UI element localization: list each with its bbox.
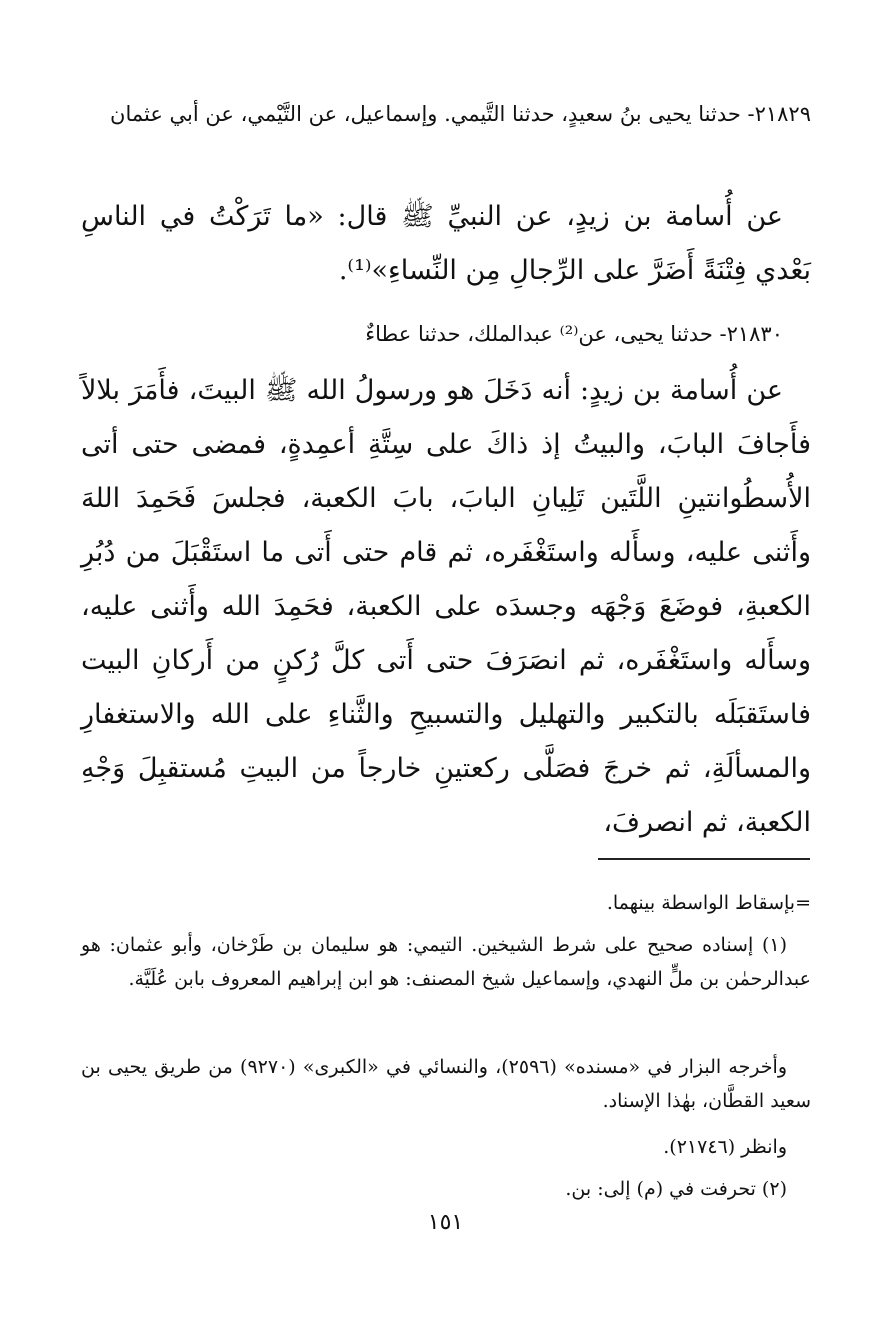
hadith-21830-matn: عن أُسامة بن زيدٍ: أنه دَخَلَ هو ورسولُ الله ﷺ البيتَ، فأَمَرَ بلالاً فأَجافَ البابَ، والبيتُ إذ ذاكَ على سِتَّةِ أعمِدةٍ، فمضى حتى أتى الأُسطُوانتينِ اللَّتَين تَلِيانِ البابَ، بابَ الكعبة، فجلسَ فَحَمِدَ اللهَ وأَثنى عليه، وسأَله واستَغْفَره، ثم قام حتى أَتى ما استَقْبَلَ من دُبُرِ الكعبةِ، فوضَعَ وَجْهَه وجسدَه على الكعبة، فحَمِدَ الله وأَثنى عليه، وسأَله واستَغْفَره، ثم انصَرَفَ حتى أَتى كلَّ رُكنٍ من أَركانِ البيت فاستَقبَلَه بالتكبير والتهليل والتسبيحِ والثَّناءِ على الله والاستغفارِ والمسألَةِ، ثم خرجَ فصَلَّى ركعتينِ خارجاً من البيتِ مُستقبِلَ وَجْهِ الكعبة، ثم انصرفَ، bbox=[81, 375, 811, 838]
page-number: ١٥١ bbox=[427, 1210, 464, 1235]
footnote-1-takhrij: وأخرجه البزار في «مسنده» (٢٥٩٦)، والنسائي في «الكبرى» (٩٢٧٠) من طريق يحيى بن سعيد القطَّان، بهٰذا الإسناد. bbox=[81, 1056, 811, 1112]
hadith-21829-matn: عن أُسامة بن زيدٍ، عن النبيِّ ﷺ قال: «ما تَرَكْتُ في الناسِ بَعْدي فِتْنَةً أَضَرَّ على الرِّجالِ مِن النِّساءِ»⁽¹⁾. bbox=[81, 201, 811, 286]
footnote-continuation: =بإسقاط الواسطة بينهما. bbox=[606, 892, 811, 914]
footnote-2: (٢) تحرفت في (م) إلى: بن. bbox=[565, 1178, 787, 1200]
hadith-21830-isnad: ٢١٨٣٠- حدثنا يحيى، عن⁽²⁾ عبدالملك، حدثنا عطاءٌ bbox=[365, 322, 783, 346]
footnote-separator bbox=[598, 858, 810, 860]
footnote-1: (١) إسناده صحيح على شرط الشيخين. التيمي: هو سليمان بن طَرْخان، وأبو عثمان: هو عبدالرحمٰن بن ملٍّ النهدي، وإسماعيل شيخ المصنف: هو ابن إبراهيم المعروف بابن عُلَيَّة. bbox=[81, 934, 811, 990]
footnote-1-crossref: وانظر (٢١٧٤٦). bbox=[663, 1136, 787, 1158]
hadith-21829-isnad: ٢١٨٢٩- حدثنا يحيى بنُ سعيدٍ، حدثنا التَّيمي. وإسماعيل، عن التَّيْمي، عن أبي عثمان bbox=[110, 102, 811, 126]
